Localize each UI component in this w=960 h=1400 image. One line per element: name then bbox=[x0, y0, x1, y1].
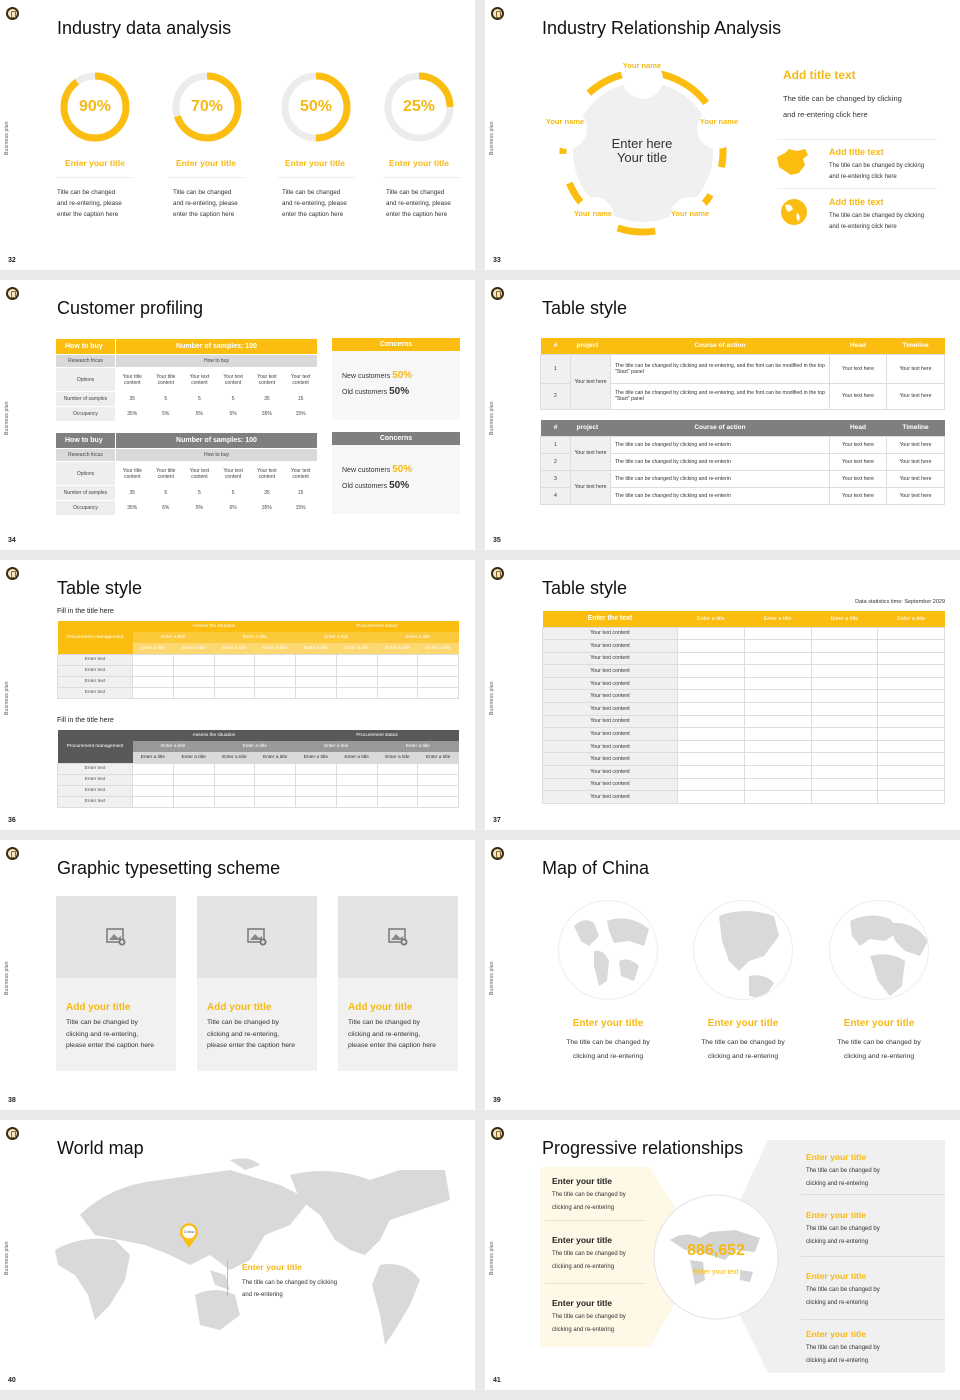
logo-icon bbox=[6, 287, 19, 300]
side-label: Business plan bbox=[489, 121, 495, 155]
slide-title: Graphic typesetting scheme bbox=[57, 858, 281, 878]
divider bbox=[56, 177, 134, 178]
progress-ring-25: 25% bbox=[382, 70, 456, 144]
slide-title: Progressive relationships bbox=[542, 1138, 744, 1158]
callout-text: The title can be changed by clicking and re-entering bbox=[242, 1280, 338, 1298]
globe-title: Enter your title bbox=[843, 1018, 915, 1029]
ring-caption: Title can be changed and re-entering, please enter the caption here bbox=[386, 189, 451, 218]
cycle-node: Your name bbox=[545, 117, 585, 126]
logo-icon bbox=[6, 1127, 19, 1140]
slide-title: Industry data analysis bbox=[57, 18, 232, 38]
side-label: Business plan bbox=[4, 961, 10, 995]
add-image-icon bbox=[247, 928, 267, 946]
side-label: Business plan bbox=[4, 681, 10, 715]
slide-title: Map of China bbox=[542, 858, 650, 878]
left-item: Enter your title The title can be changed by clicking and re-entering bbox=[552, 1235, 626, 1270]
slide-40[interactable] bbox=[0, 1120, 475, 1390]
add-image-icon bbox=[106, 928, 126, 946]
slide-37[interactable] bbox=[485, 560, 960, 830]
progress-ring-70: 70% bbox=[170, 70, 244, 144]
divider bbox=[383, 177, 461, 178]
logo-icon bbox=[6, 567, 19, 580]
profile-table-1: How to buy Number of samples: 100 Research focus How to buy Options Your title content Your title content Your text content Your text content Your text content Your text content Number of samples 35 5 5 5 35 15 Occupancy 35% 5% 5% 5% 35% 15% bbox=[55, 338, 318, 422]
slide-39[interactable] bbox=[485, 840, 960, 1110]
callout-title: Enter your title bbox=[242, 1262, 302, 1272]
callout-line bbox=[227, 1260, 228, 1296]
globe-caption: The title can be changed by clicking and re-entering bbox=[701, 1039, 785, 1060]
globe-image bbox=[829, 900, 929, 1000]
main-heading: Add title text bbox=[783, 68, 856, 82]
graphic-card: Add your title Title can be changed by clicking and re-entering, please enter the caption here bbox=[338, 896, 458, 1071]
concerns-box-1: Concerns New customers 50% Old customers 50% bbox=[332, 338, 460, 420]
ring-title: Enter your title bbox=[285, 158, 345, 168]
slide-title: Industry Relationship Analysis bbox=[542, 18, 782, 38]
graphic-card: Add your title Title can be changed by clicking and re-entering, please enter the caption here bbox=[197, 896, 317, 1071]
slide-title: Table style bbox=[57, 578, 143, 598]
center-value: 886,652 bbox=[687, 1242, 745, 1259]
globe-icon bbox=[779, 197, 809, 227]
main-text: The title can be changed by clicking and re-entering click here bbox=[783, 94, 902, 119]
logo-icon bbox=[6, 847, 19, 860]
globe-caption: The title can be changed by clicking and re-entering bbox=[837, 1039, 921, 1060]
divider bbox=[777, 188, 937, 189]
right-item: Enter your title The title can be changed by clicking and re-entering bbox=[806, 1329, 880, 1364]
left-item: Enter your title The title can be changed by clicking and re-entering bbox=[552, 1298, 626, 1333]
globe-image bbox=[558, 900, 658, 1000]
slide-34[interactable] bbox=[0, 280, 475, 550]
page-number: 32 bbox=[8, 257, 16, 264]
procurement-table-1: Procurement management Assess the situation Procurement status Enter a title Enter a title Enter a title Enter a title Enter a title Enter a title Enter a title Enter a title Enter a title Enter a title Enter a title Enter a title Enter text Enter text Enter text Enter text bbox=[57, 621, 459, 699]
table-subtitle: Fill in the title here bbox=[57, 717, 114, 724]
ring-caption: Title can be changed and re-entering, please enter the caption here bbox=[57, 189, 122, 218]
procurement-table-2: Procurement management Assess the situation Procurement status Enter a title Enter a title Enter a title Enter a title Enter a title Enter a title Enter a title Enter a title Enter a title Enter a title Enter a title Enter a title Enter text Enter text Enter text Enter text bbox=[57, 730, 459, 808]
page-number: 35 bbox=[493, 537, 501, 544]
slide-41[interactable] bbox=[485, 1120, 960, 1390]
left-item: Enter your title The title can be changed by clicking and re-entering bbox=[552, 1176, 626, 1211]
slide-title: Table style bbox=[542, 298, 628, 318]
divider bbox=[545, 1220, 645, 1221]
slide-35[interactable] bbox=[485, 280, 960, 550]
right-item: Enter your title The title can be changed by clicking and re-entering bbox=[806, 1210, 880, 1245]
map-pin-icon[interactable] bbox=[179, 1222, 199, 1248]
divider bbox=[545, 1283, 645, 1284]
graphic-card: Add your title Title can be changed by clicking and re-entering, please enter the caption here bbox=[56, 896, 176, 1071]
item-heading: Add title text bbox=[829, 197, 884, 207]
ring-caption: Title can be changed and re-entering, please enter the caption here bbox=[282, 189, 347, 218]
logo-icon bbox=[491, 7, 504, 20]
globe-caption: The title can be changed by clicking and re-entering bbox=[566, 1039, 650, 1060]
page-number: 41 bbox=[493, 1377, 501, 1384]
item-text: The title can be changed by clicking and re-entering click here bbox=[829, 213, 925, 230]
slide-title: Table style bbox=[542, 578, 628, 598]
content-table: Enter the text Enter a title Enter a title Enter a title Enter a title Your text content Your text content Your text content Your text content Your text content Your text content Your text content Your text content Your text content Your text content Your text content Your text content Your text content Your text content bbox=[542, 611, 945, 804]
slide-36[interactable] bbox=[0, 560, 475, 830]
page-number: 38 bbox=[8, 1097, 16, 1104]
world-map bbox=[50, 1155, 465, 1355]
side-label: Business plan bbox=[4, 121, 10, 155]
page-number: 39 bbox=[493, 1097, 501, 1104]
slide-38[interactable] bbox=[0, 840, 475, 1110]
slide-32[interactable] bbox=[0, 0, 475, 270]
image-placeholder[interactable] bbox=[56, 896, 176, 978]
page-number: 37 bbox=[493, 817, 501, 824]
slide-33[interactable] bbox=[485, 0, 960, 270]
logo-icon bbox=[491, 287, 504, 300]
action-table-2: # project Course of action Head Timeline 1 Your text here The title can be changed by clicking and re-enterin Your text here Your text here 2 The title can be changed by clicking and re-enterin Your text here Your text here 3 Your text here The title can be changed by clicking and re-enterin Your text here Your text here 4 The title can be changed by clicking and re-enterin Your text here Your text here bbox=[540, 420, 945, 505]
progress-ring-90: 90% bbox=[58, 70, 132, 144]
slide-title: World map bbox=[57, 1138, 144, 1158]
page-number: 33 bbox=[493, 257, 501, 264]
side-label: Business plan bbox=[489, 681, 495, 715]
image-placeholder[interactable] bbox=[197, 896, 317, 978]
center-label: Enter your text bbox=[693, 1269, 739, 1276]
concerns-box-2: Concerns New customers 50% Old customers 50% bbox=[332, 432, 460, 514]
image-placeholder[interactable] bbox=[338, 896, 458, 978]
pin-label: China bbox=[183, 1229, 195, 1234]
cycle-node: Your name bbox=[573, 209, 613, 218]
side-label: Business plan bbox=[489, 961, 495, 995]
side-label: Business plan bbox=[489, 401, 495, 435]
divider bbox=[777, 139, 937, 140]
globe-image bbox=[693, 900, 793, 1000]
stats-time: Data statistics time: September 2029 bbox=[855, 599, 945, 605]
globe-title: Enter your title bbox=[572, 1018, 644, 1029]
page-number: 40 bbox=[8, 1377, 16, 1384]
divider bbox=[801, 1319, 945, 1320]
divider bbox=[168, 177, 246, 178]
ring-title: Enter your title bbox=[65, 158, 125, 168]
ring-title: Enter your title bbox=[176, 158, 236, 168]
right-item: Enter your title The title can be changed by clicking and re-entering bbox=[806, 1271, 880, 1306]
action-table-1: # project Course of action Head Timeline 1 Your text here The title can be changed by clicking and re-entering, and the font can be modified in the top "Start" panel Your text here Your text here 2 The title can be changed by clicking and re-entering, and the font can be modified in the top "Start" panel Your text here Your text here bbox=[540, 338, 945, 410]
cycle-node: Your name bbox=[699, 117, 739, 126]
slide-title: Customer profiling bbox=[57, 298, 204, 318]
divider bbox=[801, 1194, 945, 1195]
logo-icon bbox=[491, 847, 504, 860]
ring-title: Enter your title bbox=[389, 158, 449, 168]
item-text: The title can be changed by clicking and re-entering click here bbox=[829, 163, 925, 180]
logo-icon bbox=[491, 567, 504, 580]
profile-table-2: How to buy Number of samples: 100 Research focus How to buy Options Your title content Your title content Your text content Your text content Your text content Your text content Number of samples 35 5 5 5 35 15 Occupancy 35% 6% 5% 6% 35% 15% bbox=[55, 432, 318, 516]
side-label: Business plan bbox=[489, 1241, 495, 1275]
china-map-icon bbox=[775, 147, 809, 177]
page-number: 36 bbox=[8, 817, 16, 824]
cycle-center-title: Enter here Your title bbox=[611, 136, 673, 165]
side-label: Business plan bbox=[4, 1241, 10, 1275]
item-heading: Add title text bbox=[829, 147, 884, 157]
page-number: 34 bbox=[8, 537, 16, 544]
right-item: Enter your title The title can be changed by clicking and re-entering bbox=[806, 1152, 880, 1187]
cycle-node: Your name bbox=[622, 61, 662, 70]
add-image-icon bbox=[388, 928, 408, 946]
side-label: Business plan bbox=[4, 401, 10, 435]
divider bbox=[801, 1256, 945, 1257]
ring-caption: Title can be changed and re-entering, please enter the caption here bbox=[173, 189, 238, 218]
logo-icon bbox=[6, 7, 19, 20]
table-subtitle: Fill in the title here bbox=[57, 608, 114, 615]
globe-title: Enter your title bbox=[707, 1018, 779, 1029]
progress-ring-50: 50% bbox=[279, 70, 353, 144]
cycle-node: Your name bbox=[670, 209, 710, 218]
divider bbox=[278, 177, 356, 178]
